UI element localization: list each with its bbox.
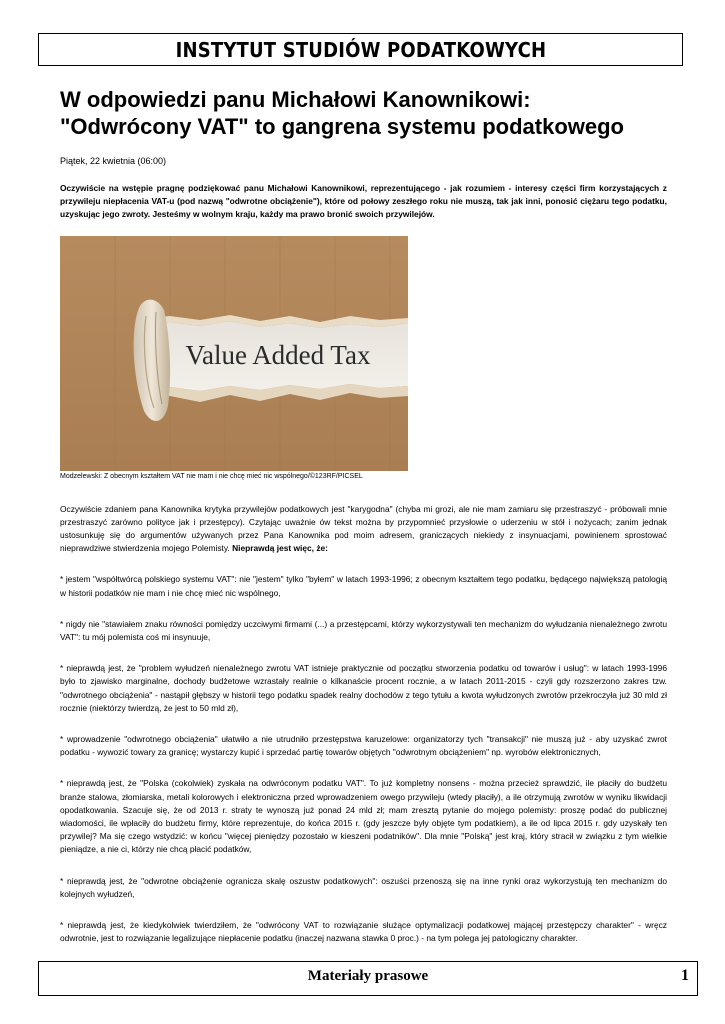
institute-header	[38, 33, 683, 66]
bullet-item: * jestem "współtwórcą polskiego systemu VAT": nie "jestem" tylko "byłem" w latach 1993-1996; z obecnym kształtem tego podatku, będącego największą patologią w historii podatków nie mam i nie chcę mieć nic wspólnego,	[60, 574, 667, 598]
article-image	[60, 236, 408, 471]
page-footer	[38, 961, 698, 996]
bullet-item: * nieprawdą jest, że kiedykolwiek twierdziłem, że "odwrócony VAT to rozwiązanie służące optymalizacji podatkowej mającej przestępczy charakter" - wręcz odwrotnie, jest to rozwiązanie legalizujące niepłacenie podatku (inaczej nazwana stawka 0 proc.) - na tym polega jej patologiczny charakter.	[60, 920, 667, 944]
image-caption: Modzelewski: Z obecnym kształtem VAT nie mam i nie chcę mieć nic wspólnego/©123RF/PICSEL	[60, 472, 363, 480]
image-overlay-text: Value Added Tax	[185, 339, 371, 370]
institute-name: INSTYTUT STUDIÓW PODATKOWYCH	[175, 37, 546, 62]
article-title-line-2: "Odwrócony VAT" to gangrena systemu podatkowego	[60, 114, 624, 139]
publication-date: Piątek, 22 kwietnia (06:00)	[60, 156, 167, 166]
torn-cardboard-image	[60, 236, 408, 471]
bullet-item: * nieprawdą jest, że "odwrotne obciążenie ogranicza skalę oszustw podatkowych": oszuści przenoszą się na inne rynki oraz wykorzystują ten mechanizm do kolejnych wyłudzeń,	[60, 875, 667, 899]
bullet-item: * nigdy nie "stawiałem znaku równości pomiędzy uczciwymi firmami (...) a przestępcami, którzy wykorzystywali ten mechanizm do wyłudzania nienależnego zwrotu VAT": tu mój polemista coś mi insynuuje,	[60, 618, 667, 643]
page-number: 1	[681, 967, 689, 984]
intro-text: Oczywiście zdaniem pana Kanownika krytyka przywilejów podatkowych jest "karygodna" (chyba mi grozi, ale nie mam zamiaru się przestraszyć - próbowali mnie przestraszyć zarówno polityce jak i przestępcy). Czytając uważnie ów tekst można by przypomnieć przysłowie o uderzeniu w stół i nożycach; zanim jednak ustosunkuję się do argumentów używanych przez Pana Kanownika pod moim adresem, graniczących niekiedy z insynuacjami, powinienem sprostować nieprawdziwe stwierdzenia mojego Polemisty.	[60, 503, 667, 554]
lead-paragraph: Oczywiście na wstępie pragnę podziękować panu Michałowi Kanownikowi, reprezentującego - jak rozumiem - interesy części firm korzystających z przywileju niepłacenia VAT-u (pod nazwą "odwrotne obciążenie"), które od połowy zeszłego roku nie muszą, tak jak inni, ponosić ciężaru tego podatku, uzyskując jego zwroty. Jesteśmy w wolnym kraju, każdy ma prawo bronić swoich przywilejów.	[60, 183, 667, 220]
article-body	[60, 182, 667, 945]
intro-paragraph	[60, 503, 667, 556]
intro-bold-text: Nieprawdą jest więc, że:	[232, 543, 328, 554]
bullet-item: * nieprawdą jest, że "Polska (cokolwiek) zyskała na odwróconym podatku VAT". To już kompletny nonsens - można przecież sprawdzić, ile płaciły do budżetu branże stalowa, złomiarska, metali kolorowych i elektroniczna przed wprowadzeniem owego przywileju (wtedy płaciły), a ile otrzymują zwrotów w wyniku likwidacji opodatkowania. Szacuje się, że od 2013 r. straty te wynoszą już ponad 24 mld zł; mam zresztą pytanie do mojego polemisty: proszę podać do publicznej wiadomości, ile wpłaciły do budżetu firmy, które reprezentuje, do końca 2015 r. (gdy jeszcze były objęte tym podatkiem), a ile od lipca 2015 r. gdy uzyskały ten przywilej? Ma się czego wstydzić: w końcu "więcej pieniędzy pozostało w kieszeni podatników". Dla mnie "Polską" jest kraj, który stracił w związku z tym wielkie pieniądze, a nie ci, którzy nie chcą płacić podatków,	[60, 778, 667, 855]
article-title	[60, 86, 680, 140]
footer-label: Materiały prasowe	[307, 968, 429, 984]
bullet-item: * wprowadzenie "odwrotnego obciążenia" ułatwiło a nie utrudniło przestępstwa karuzelowe: organizatorzy tych "transakcji" nie muszą już - aby uzyskać zwrot podatku - wywozić towary za granicę; wystarczy kupić i sprzedać partię towarów objętych "odwrotnym obciążeniem" np. wyrobów elektronicznych,	[60, 734, 667, 758]
article-title-line-1: W odpowiedzi panu Michałowi Kanownikowi:	[60, 87, 531, 112]
bullet-item: * nieprawdą jest, że "problem wyłudzeń nienależnego zwrotu VAT istnieje praktycznie od początku stworzenia podatku od towarów i usług": w latach 1993-1996 było to zjawisko marginalne, dochody budżetowe wzrastały realnie o kilkanaście procent rocznie, a w latach 2011-2015 - czyli gdy rozszerzono zakres tzw. "odwrotnego obciążenia" - nastąpił głębszy w historii tego podatku spadek realny dochodów z tego tytułu a kwota wyłudzonych zwrotów przekroczyła już 30 mld zł rocznie (niektórzy twierdzą, że jest to 50 mld zł),	[60, 663, 667, 713]
